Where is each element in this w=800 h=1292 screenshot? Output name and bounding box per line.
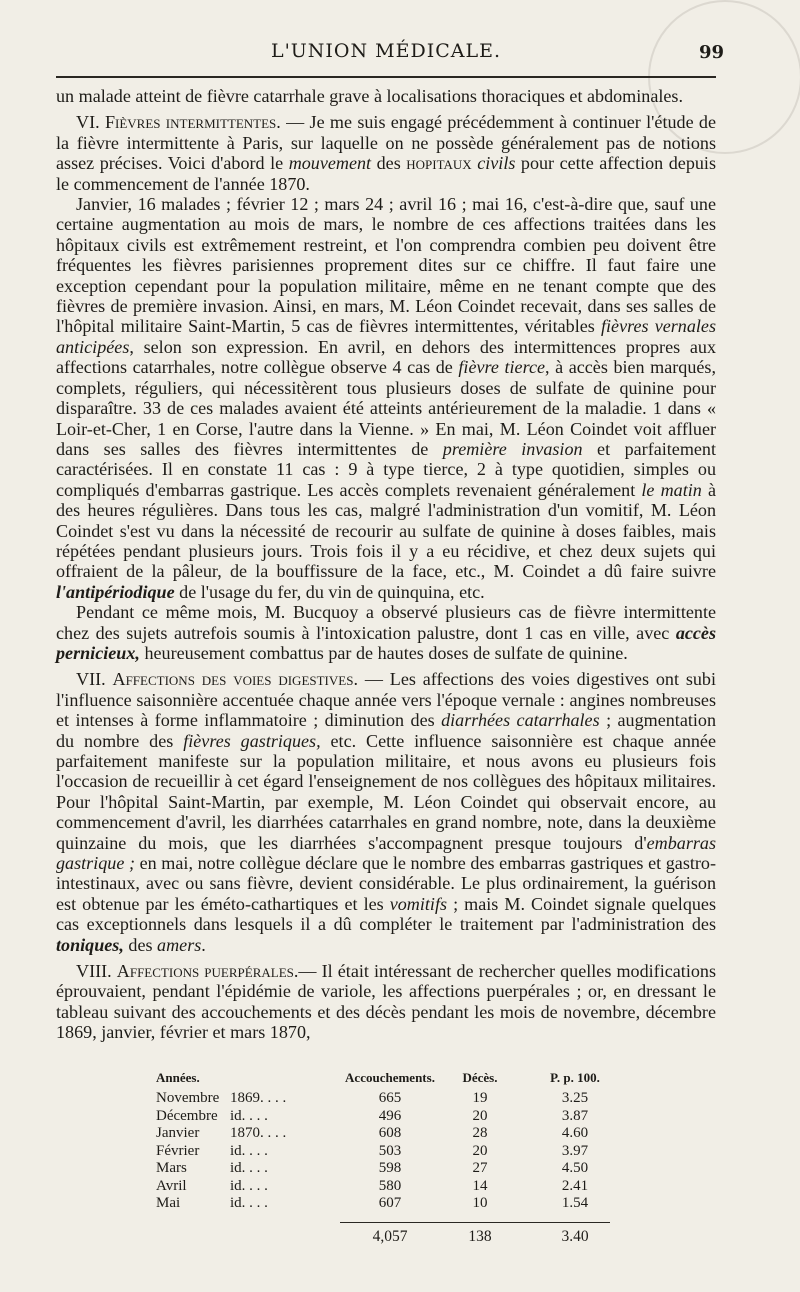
cell-month: Décembre: [156, 1107, 218, 1124]
text-run: des: [123, 934, 158, 955]
cell-percent: 2.41: [561, 1177, 589, 1194]
italic-run: toniques,: [56, 934, 124, 955]
cell-percent: 4.60: [561, 1125, 589, 1141]
text-run: — Il était intéressant de rechercher quelles modifications éprouvaient, pendant l'épidémie de variole, les affections puerpérales ; or, en dressant le tableau suivant des accouchements et des décès pendant les mois de novembre, décembre 1869, janvier, février et mars 1870,: [56, 961, 716, 1043]
cell-births: 608: [378, 1125, 402, 1141]
cell-month: Janvier: [156, 1125, 200, 1141]
smallcaps-run: hopitaux: [406, 153, 472, 174]
cell-births: 665: [378, 1090, 402, 1106]
section-heading: Affections puerpérales.: [116, 961, 299, 982]
text-run: des: [371, 153, 407, 174]
text-run: pour cette affection depuis le commencement de l'année 1870.: [56, 153, 716, 194]
births-deaths-table: [150, 1070, 620, 1245]
cell-year: 1869. . . .: [230, 1090, 287, 1106]
section-number: VII.: [76, 669, 106, 690]
header-percent: P. p. 100.: [550, 1070, 600, 1085]
text-run: ; augmentation du nombre des: [56, 710, 717, 751]
text-run: Janvier, 16 malades ; février 12 ; mars 24 ; avril 16 ; mai 16, c'est-à-dire que, sauf une certaine augmentation au mois de mars, le nombre de ces affections traitées dans les hôpitaux civils est extrêmement restreint, et l'on comprendra combien peu doivent être fréquentes les fièvres parisiennes proprement dites sur ce chiffre. Il faut faire une exception cependant pour la population militaire, même en ne tenant compte que des fièvres de première invasion. Ainsi, en mars, M. Léon Coindet recevait, dans ses salles de l'hôpital militaire Saint-Martin, 5 cas de fièvres intermittentes, véritables: [56, 194, 716, 337]
header-years: Années.: [156, 1070, 200, 1085]
cell-year: id. . . .: [230, 1142, 268, 1159]
cell-year: id. . . .: [230, 1107, 268, 1124]
italic-run: diarrhées catarrhales: [441, 710, 600, 731]
cell-year: id. . . .: [230, 1160, 268, 1176]
italic-run: vomitifs: [389, 893, 448, 914]
italic-run: accès pernicieux,: [56, 622, 716, 663]
italic-run: embarras gastrique ;: [56, 832, 716, 874]
cell-year: id. . . .: [230, 1195, 268, 1211]
italic-run: fièvres vernales anticipées: [56, 316, 716, 357]
text-run: à des heures régulières. Dans tous les cas, malgré l'administration d'un vomitif, M. Léon Coindet s'est vu dans la nécessité de recourir au sulfate de quinine à doses faibles, mais répétées pendant plusieurs jours. Trois fois il y a eu récidive, et chez deux sujets qui offraient de la pâleur, de la bouffissure de la face, etc., M. Coindet a dû faire suivre: [56, 479, 716, 582]
table-row: [150, 1178, 620, 1196]
cell-deaths: 20: [472, 1142, 488, 1159]
cell-births: 503: [378, 1142, 402, 1159]
text-run: en mai, notre collègue déclare que le nombre des embarras gastriques et gastro-intestinaux, avec ou sans fièvre, devient considérable. Le plus ordinairement, la guérison est obtenue par les éméto-cathartiques et les: [56, 853, 716, 914]
text-run: etc. Cette influence saisonnière est chaque année parfaitement manifeste sur la population militaire, et nous avons eu plusieurs fois l'occasion de recueillir à cet égard l'enseignement de nos collègues des hôpitaux militaires. Pour l'hôpital Saint-Martin, par exemple, M. Léon Coindet qui observait encore, au commencement d'avril, les diarrhées catarrhales en grand nombre, note, dans la deuxième quinzaine du mois, que les diarrhées s'accompagnent presque toujours d': [56, 730, 716, 853]
text-run: .: [201, 934, 206, 955]
table-row: [150, 1125, 620, 1143]
text-run: ; mais M. Coindet signale quelques cas exceptionnels dans lesquels il a dû compléter le traitement par l'administration des: [56, 893, 716, 935]
cell-year: id. . . .: [230, 1177, 268, 1194]
table-row: [150, 1090, 620, 1108]
cell-year: 1870. . . .: [230, 1125, 287, 1141]
cell-month: Mars: [156, 1160, 187, 1176]
cell-month: Avril: [156, 1177, 187, 1194]
total-rule: [340, 1222, 610, 1223]
cell-deaths: 20: [472, 1107, 488, 1124]
paragraph-fevers: [56, 194, 716, 602]
text-run: — Les affections des voies digestives ont subi l'influence saisonnière accentuée chaque année vers l'époque vernale : angines nombreuses et intenses à forme inflammatoire ; diminution des: [56, 669, 716, 731]
cell-deaths: 28: [472, 1125, 488, 1141]
text-run: et parfaitement caractérisées. Il en constate 11 cas : 9 à type tierce, 2 à type quotidien, simples ou compliqués d'embarras gastrique. Les accès complets revenaient généralement: [56, 438, 717, 500]
section-number: VIII.: [76, 961, 112, 982]
cell-percent: 3.87: [561, 1107, 589, 1124]
section-number: VI.: [76, 112, 100, 133]
cell-births: 580: [378, 1177, 402, 1194]
cell-deaths: 27: [472, 1160, 488, 1176]
italic-run: fièvre tierce: [458, 357, 546, 378]
italic-run: le matin: [641, 479, 702, 500]
running-title: L'UNION MÉDICALE.: [270, 40, 502, 62]
cell-deaths: 10: [472, 1195, 488, 1211]
total-deaths: 138: [468, 1228, 492, 1245]
paragraph-bucquoy: [56, 602, 716, 663]
section-heading: Fièvres intermittentes.: [104, 112, 281, 133]
cell-percent: 3.97: [561, 1142, 589, 1159]
total-births: 4,057: [372, 1228, 408, 1245]
total-percent: 3.40: [561, 1228, 589, 1245]
cell-percent: 3.25: [561, 1090, 589, 1106]
text-run: Pendant ce même mois, M. Bucquoy a observé plusieurs cas de fièvre intermittente chez des sujets autrefois soumis à l'intoxication palustre, dont 1 cas en ville, avec: [56, 602, 716, 643]
page-header: [56, 38, 724, 72]
table-row: [150, 1160, 620, 1178]
article-body: [56, 86, 716, 1043]
header-rule: [56, 76, 716, 78]
table-row: [150, 1195, 620, 1213]
cell-percent: 1.54: [561, 1195, 589, 1211]
text-run: — Je me suis engagé précédemment à continuer l'étude de la fièvre intermittente à Paris, sur laquelle on ne possède généralement pas de notions assez précises. Voici d'abord le: [56, 112, 716, 174]
italic-run: première invasion: [442, 438, 583, 459]
cell-month: Février: [156, 1142, 200, 1159]
table-header: [150, 1070, 620, 1090]
text-run: , selon son expression. En avril, en dehors des intermittences propres aux affections catarrhales, notre collègue observe 4 cas de: [56, 336, 716, 378]
section-heading: Affections des voies digestives.: [112, 669, 358, 690]
cell-deaths: 14: [472, 1177, 488, 1194]
section-viii: [56, 961, 716, 1043]
italic-run: l'antipériodique: [56, 581, 175, 602]
text-run: , à accès bien marqués, complets, réguliers, qui nécessitèrent tous plusieurs doses de sulfate de quinine pour disparaître. 33 de ces malades avaient été atteints antérieurement de la maladie. 1 dans « Loir-et-Cher, 1 en Corse, l'autre dans la Vienne. » En mai, M. Léon Coindet voit affluer dans ses salles des fièvres intermittentes de: [56, 357, 716, 459]
header-births: Accouchements.: [345, 1070, 435, 1085]
cell-births: 607: [378, 1195, 402, 1211]
italic-run: amers: [157, 934, 202, 955]
section-vii: [56, 669, 716, 955]
table-row: [150, 1143, 620, 1161]
section-vi: [56, 112, 716, 194]
table-row: [150, 1108, 620, 1126]
cell-month: Mai: [156, 1195, 181, 1211]
paragraph-text: un malade atteint de fièvre catarrhale grave à localisations thoraciques et abdominales.: [56, 86, 683, 106]
cell-percent: 4.50: [561, 1160, 589, 1176]
header-deaths: Décès.: [462, 1070, 498, 1085]
paragraph-continuation: [56, 86, 716, 106]
cell-births: 496: [378, 1107, 402, 1124]
table-total-row: [150, 1228, 620, 1248]
cell-deaths: 19: [472, 1090, 488, 1106]
italic-run: mouvement: [288, 153, 372, 174]
italic-run: civils: [477, 153, 516, 174]
cell-births: 598: [378, 1160, 402, 1176]
page-number: 99: [698, 42, 724, 63]
cell-month: Novembre: [156, 1090, 220, 1106]
text-run: heureusement combattus par de hautes doses de sulfate de quinine.: [139, 642, 628, 663]
text-run: de l'usage du fer, du vin de quinquina, etc.: [174, 581, 485, 602]
italic-run: fièvres gastriques,: [183, 730, 321, 751]
